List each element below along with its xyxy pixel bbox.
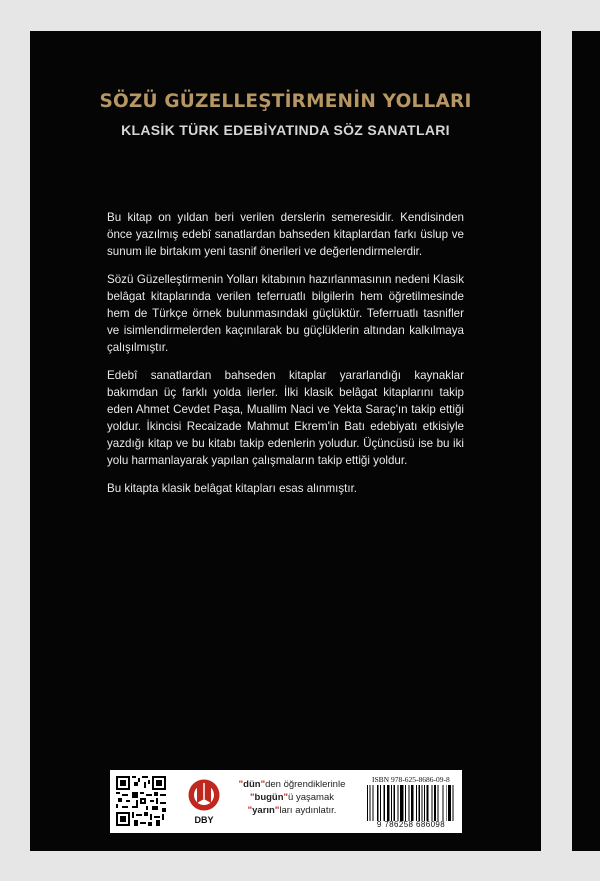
publisher-slogan: "dün"den öğrendiklerinle "bugün"ü yaşamak "yarın"ları aydınlatır. bbox=[238, 779, 346, 816]
blurb-paragraph-1: Bu kitap on yıldan beri verilen derslerin semeresidir. Kendisinden önce yazılmış edebî sanatlardan bahseden kitaplardan farkı üslup ve sunum ile birtakım yeni tasnif önerileri ve değerlendirmelerdir. bbox=[107, 211, 464, 258]
publisher-logo-icon bbox=[186, 777, 222, 827]
next-page-edge bbox=[572, 31, 600, 851]
publisher-logo-text: DBY bbox=[194, 815, 214, 825]
slogan-text-3: ları aydınlatır. bbox=[279, 805, 337, 816]
isbn-label: ISBN 978-625-8686-09-8 bbox=[372, 775, 450, 784]
qr-code-icon bbox=[116, 776, 166, 826]
slogan-word-dun: dün bbox=[243, 779, 261, 790]
slogan-word-bugun: bugün bbox=[254, 792, 284, 803]
slogan-word-yarin: yarın bbox=[252, 805, 275, 816]
barcode-icon bbox=[366, 785, 456, 821]
book-subtitle: KLASİK TÜRK EDEBİYATINDA SÖZ SANATLARI bbox=[121, 122, 450, 138]
slogan-text-1: den öğrendiklerinle bbox=[265, 779, 346, 790]
blurb-paragraph-3: Edebî sanatlardan bahseden kitaplar yararlandığı kaynaklar bakımdan üç farklı yolda ilerler. İlki klasik belâgat kitaplarını takip eden Ahmet Cevdet Paşa, Muallim Naci ve Yekta Saraç'ın takip ettiği yoldur. İkincisi Recaizade Mahmut Ekrem'in Batı edebiyatı etkisiyle yazdığı kitap ve bu kitabı takip edenlerin yoludur. Üçüncüsü ise bu iki yolu harmanlayarak yapılan çalışmaların takip ettiği yoldur. bbox=[107, 369, 464, 467]
blurb bbox=[107, 209, 464, 508]
slogan-text-2: ü yaşamak bbox=[288, 792, 334, 803]
blurb-paragraph-4: Bu kitapta klasik belâgat kitapları esas alınmıştır. bbox=[107, 482, 358, 495]
barcode-digits: 9 786258 686098 bbox=[376, 820, 446, 829]
blurb-paragraph-2: Sözü Güzelleştirmenin Yolları kitabının hazırlanmasının nedeni Klasik belâgat kitaplarında verilen teferruatlı bilgilerin hem öğretilmesinde hem de Türkçe örnek bulunmasındaki güçlüktür. Teferruatlı tasnifler ve isimlendirmelerden kaçınılarak bu güçlüklerin altından kalkılmaya çalışılmıştır. bbox=[107, 273, 464, 354]
barcode-strip bbox=[110, 770, 462, 833]
book-title: SÖZÜ GÜZELLEŞTİRMENİN YOLLARI bbox=[99, 91, 472, 112]
back-cover bbox=[30, 31, 541, 851]
